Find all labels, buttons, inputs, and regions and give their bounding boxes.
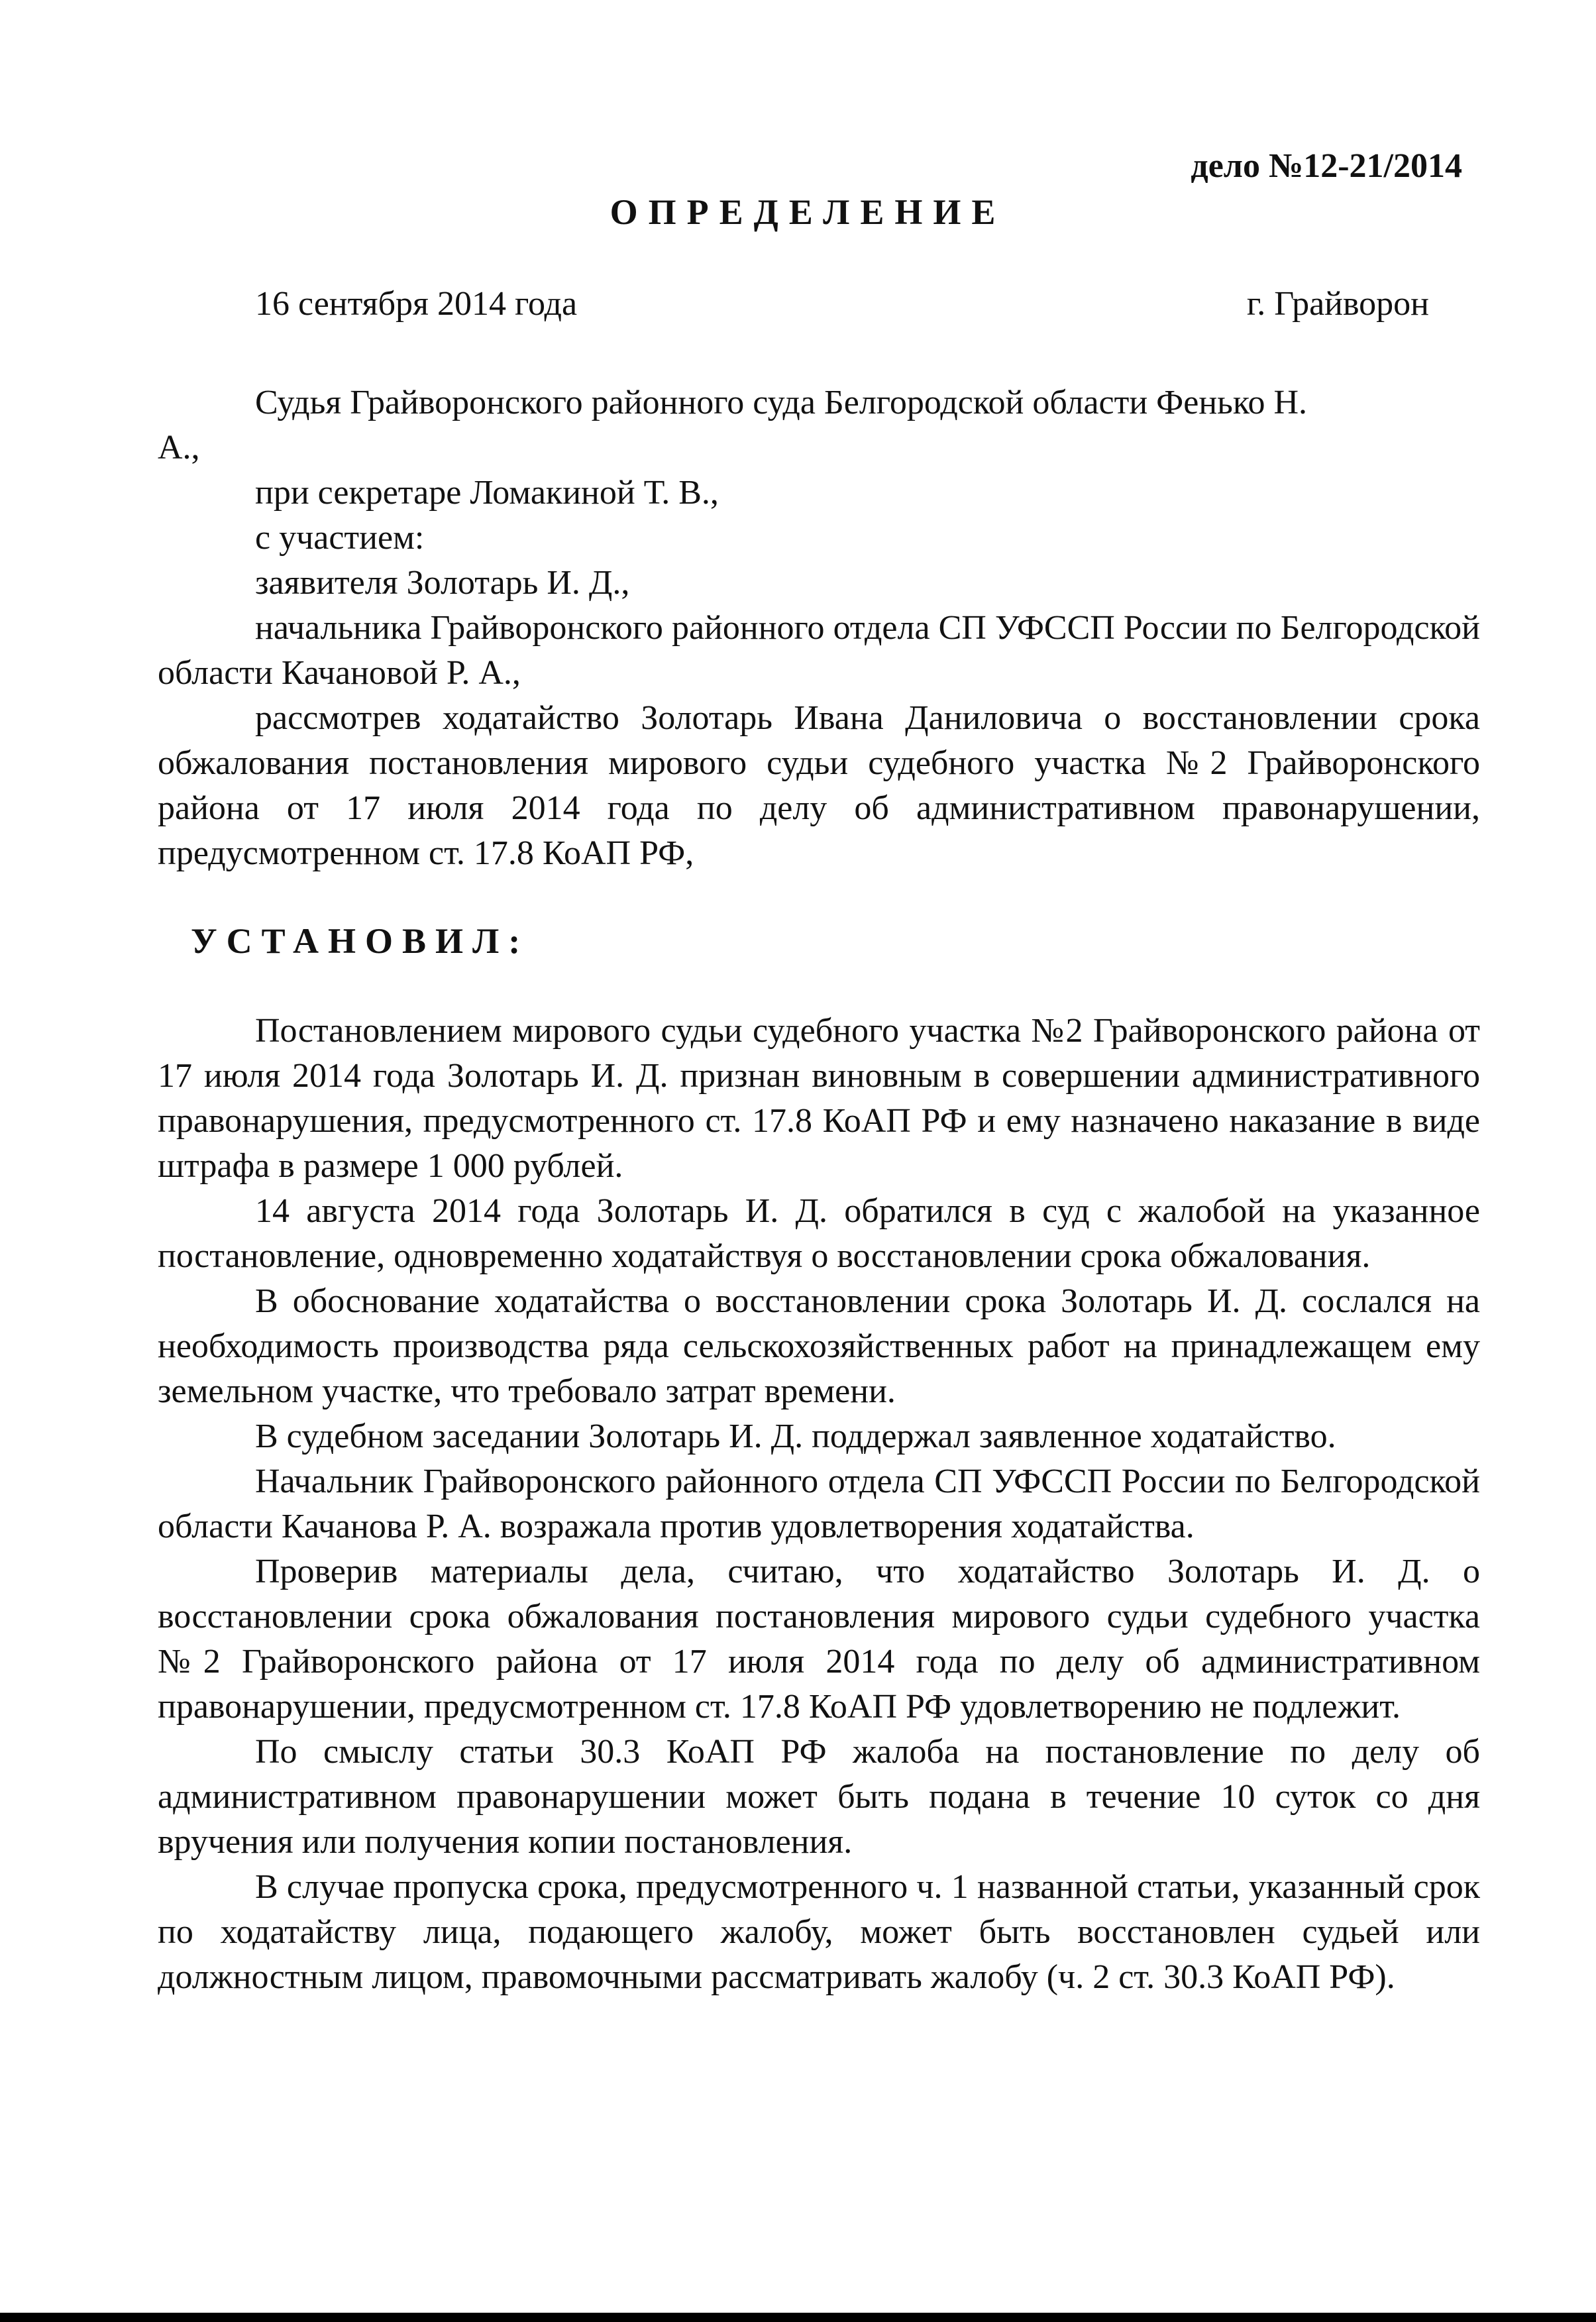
paragraph-5: Начальник Грайворонского районного отдела СП УФССП России по Белгородской области Качанова Р. А. возражала против удовлетворения ходатайства.	[158, 1463, 1480, 1545]
section-title: УСТАНОВИЛ:	[191, 921, 530, 961]
intro-considered: рассмотрев ходатайство Золотарь Ивана Даниловича о восстановлении срока обжалования постановления мирового судьи судебного участка №2 Грайворонского района от 17 июля 2014 года по делу об административном правонарушении, предусмотренном ст. 17.8 КоАП РФ,	[158, 699, 1480, 872]
intro-secretary: при секретаре Ломакиной Т. В.,	[255, 474, 719, 512]
document-body	[158, 380, 1480, 2000]
case-number: дело №12-21/2014	[1191, 147, 1462, 185]
document-title: ОПРЕДЕЛЕНИЕ	[610, 192, 1006, 232]
scan-bottom-edge	[0, 2313, 1596, 2322]
intro-judge: Судья Грайворонского районного суда Белгородской области Фенько Н.	[255, 384, 1308, 421]
intro-participation: с участием:	[255, 519, 425, 557]
intro-judge-initial: А.,	[158, 429, 200, 467]
paragraph-7: По смыслу статьи 30.3 КоАП РФ жалоба на постановление по делу об административном правонарушении может быть подана в течение 10 суток со дня вручения или получения копии постановления.	[158, 1733, 1480, 1861]
paragraph-1: Постановлением мирового судьи судебного участка №2 Грайворонского района от 17 июля 2014 года Золотарь И. Д. признан виновным в совершении административного правонарушения, предусмотренного ст. 17.8 КоАП РФ и ему назначено наказание в виде штрафа в размере 1 000 рублей.	[158, 1012, 1480, 1185]
document-city: г. Грайворон	[1246, 285, 1429, 323]
paragraph-6: Проверив материалы дела, считаю, что ходатайство Золотарь И. Д. о восстановлении срока обжалования постановления мирового судьи судебного участка №2 Грайворонского района от 17 июля 2014 года по делу об административном правонарушении, предусмотренном ст. 17.8 КоАП РФ удовлетворению не подлежит.	[158, 1553, 1480, 1726]
document-date: 16 сентября 2014 года	[255, 285, 578, 323]
intro-chief: начальника Грайворонского районного отдела СП УФССП России по Белгородской области Качановой Р. А.,	[158, 609, 1480, 692]
paragraph-2: 14 августа 2014 года Золотарь И. Д. обратился в суд с жалобой на указанное постановление, одновременно ходатайствуя о восстановлении срока обжалования.	[158, 1192, 1480, 1275]
paragraph-4: В судебном заседании Золотарь И. Д. поддержал заявленное ходатайство.	[255, 1417, 1336, 1455]
paragraph-3: В обоснование ходатайства о восстановлении срока Золотарь И. Д. сослался на необходимость производства ряда сельскохозяйственных работ на принадлежащем ему земельном участке, что требовало затрат времени.	[158, 1282, 1480, 1410]
intro-applicant: заявителя Золотарь И. Д.,	[255, 564, 630, 602]
paragraph-8: В случае пропуска срока, предусмотренного ч. 1 названной статьи, указанный срок по ходатайству лица, подающего жалобу, может быть восстановлен судьей или должностным лицом, правомочными рассматривать жалобу (ч. 2 ст. 30.3 КоАП РФ).	[158, 1868, 1480, 1996]
